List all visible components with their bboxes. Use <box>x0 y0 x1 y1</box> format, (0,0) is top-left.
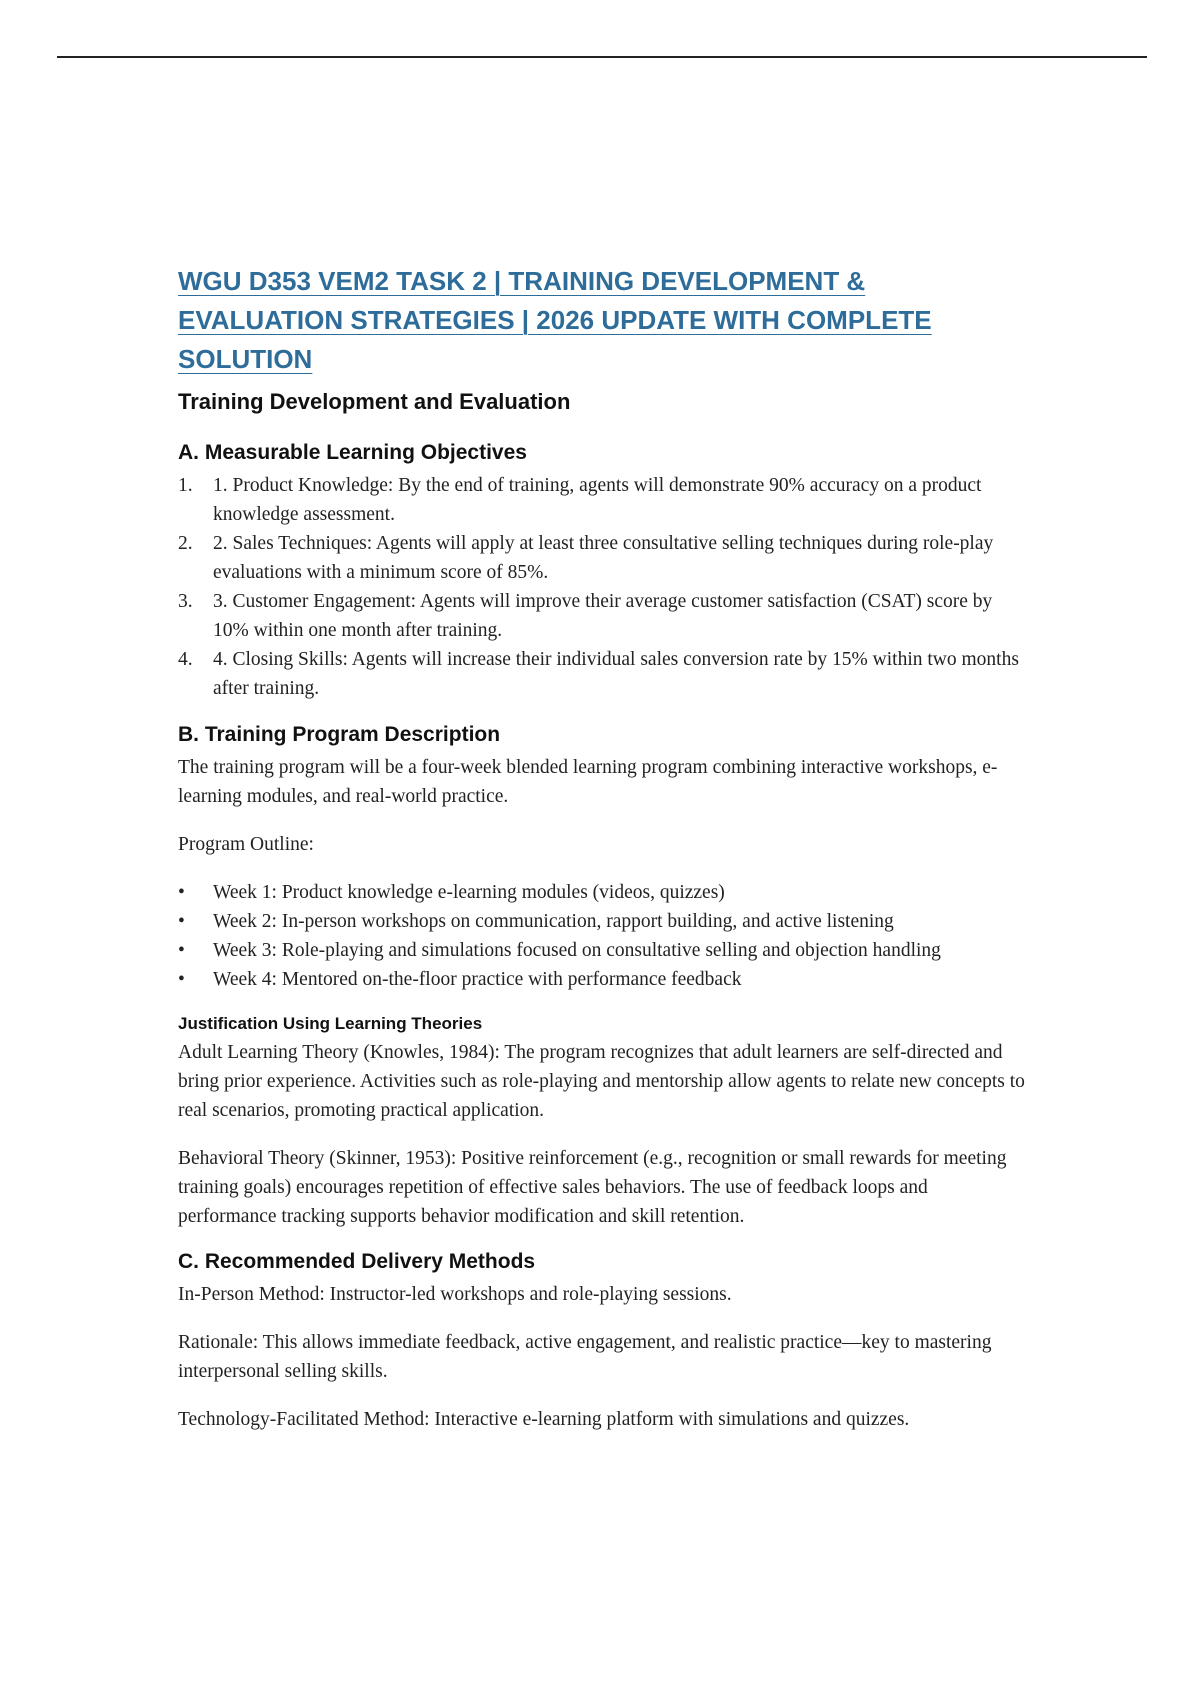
list-item <box>178 471 1028 529</box>
list-item <box>178 878 1028 907</box>
list-number: 3. <box>178 591 193 612</box>
list-item <box>178 965 1028 994</box>
list-item <box>178 587 1028 645</box>
list-item <box>178 936 1028 965</box>
objective-text: 1. Product Knowledge: By the end of training, agents will demonstrate 90% accuracy on a product knowledge assessment. <box>213 475 982 525</box>
bullet-icon: • <box>178 882 185 903</box>
document-body <box>178 262 1028 1453</box>
top-divider <box>57 56 1147 58</box>
bullet-icon: • <box>178 911 185 932</box>
behavioral-paragraph: Behavioral Theory (Skinner, 1953): Positive reinforcement (e.g., recognition or small rewards for meeting training goals) encourages repetition of effective sales behaviors. The use of feedback loops and performance tracking supports behavior modification and skill retention. <box>178 1148 1007 1227</box>
weeks-list <box>178 878 1028 994</box>
week-text: Week 2: In-person workshops on communication, rapport building, and active listening <box>213 911 894 932</box>
bullet-icon: • <box>178 969 185 990</box>
main-heading: Training Development and Evaluation <box>178 389 571 414</box>
week-text: Week 3: Role-playing and simulations focused on consultative selling and objection handling <box>213 940 941 961</box>
in-person-paragraph: In-Person Method: Instructor-led workshops and role-playing sessions. <box>178 1284 732 1305</box>
program-outline-label: Program Outline: <box>178 834 314 855</box>
week-text: Week 1: Product knowledge e-learning modules (videos, quizzes) <box>213 882 725 903</box>
section-b-heading: B. Training Program Description <box>178 723 501 746</box>
objective-text: 3. Customer Engagement: Agents will improve their average customer satisfaction (CSAT) score by 10% within one month after training. <box>213 591 993 641</box>
section-c-heading: C. Recommended Delivery Methods <box>178 1250 536 1273</box>
week-text: Week 4: Mentored on-the-floor practice with performance feedback <box>213 969 742 990</box>
document-title: WGU D353 VEM2 TASK 2 | TRAINING DEVELOPMENT & EVALUATION STRATEGIES | 2026 UPDATE WITH COMPLETE SOLUTION <box>178 266 932 374</box>
objective-text: 4. Closing Skills: Agents will increase their individual sales conversion rate by 15% within two months after training. <box>213 649 1019 699</box>
program-intro: The training program will be a four-week blended learning program combining interactive workshops, e-learning modules, and real-world practice. <box>178 757 998 807</box>
list-number: 1. <box>178 475 193 496</box>
list-item <box>178 645 1028 703</box>
section-a-heading: A. Measurable Learning Objectives <box>178 441 527 464</box>
rationale-paragraph: Rationale: This allows immediate feedback, active engagement, and realistic practice—key to mastering interpersonal selling skills. <box>178 1332 992 1382</box>
objectives-list <box>178 471 1028 703</box>
list-number: 2. <box>178 533 193 554</box>
list-item <box>178 529 1028 587</box>
adult-learning-paragraph: Adult Learning Theory (Knowles, 1984): The program recognizes that adult learners are self-directed and bring prior experience. Activities such as role-playing and mentorship allow agents to relate new concepts to real scenarios, promoting practical application. <box>178 1042 1025 1121</box>
list-item <box>178 907 1028 936</box>
technology-paragraph: Technology-Facilitated Method: Interactive e-learning platform with simulations and quizzes. <box>178 1409 910 1430</box>
justification-heading: Justification Using Learning Theories <box>178 1014 483 1033</box>
objective-text: 2. Sales Techniques: Agents will apply at least three consultative selling techniques during role-play evaluations with a minimum score of 85%. <box>213 533 994 583</box>
list-number: 4. <box>178 649 193 670</box>
bullet-icon: • <box>178 940 185 961</box>
